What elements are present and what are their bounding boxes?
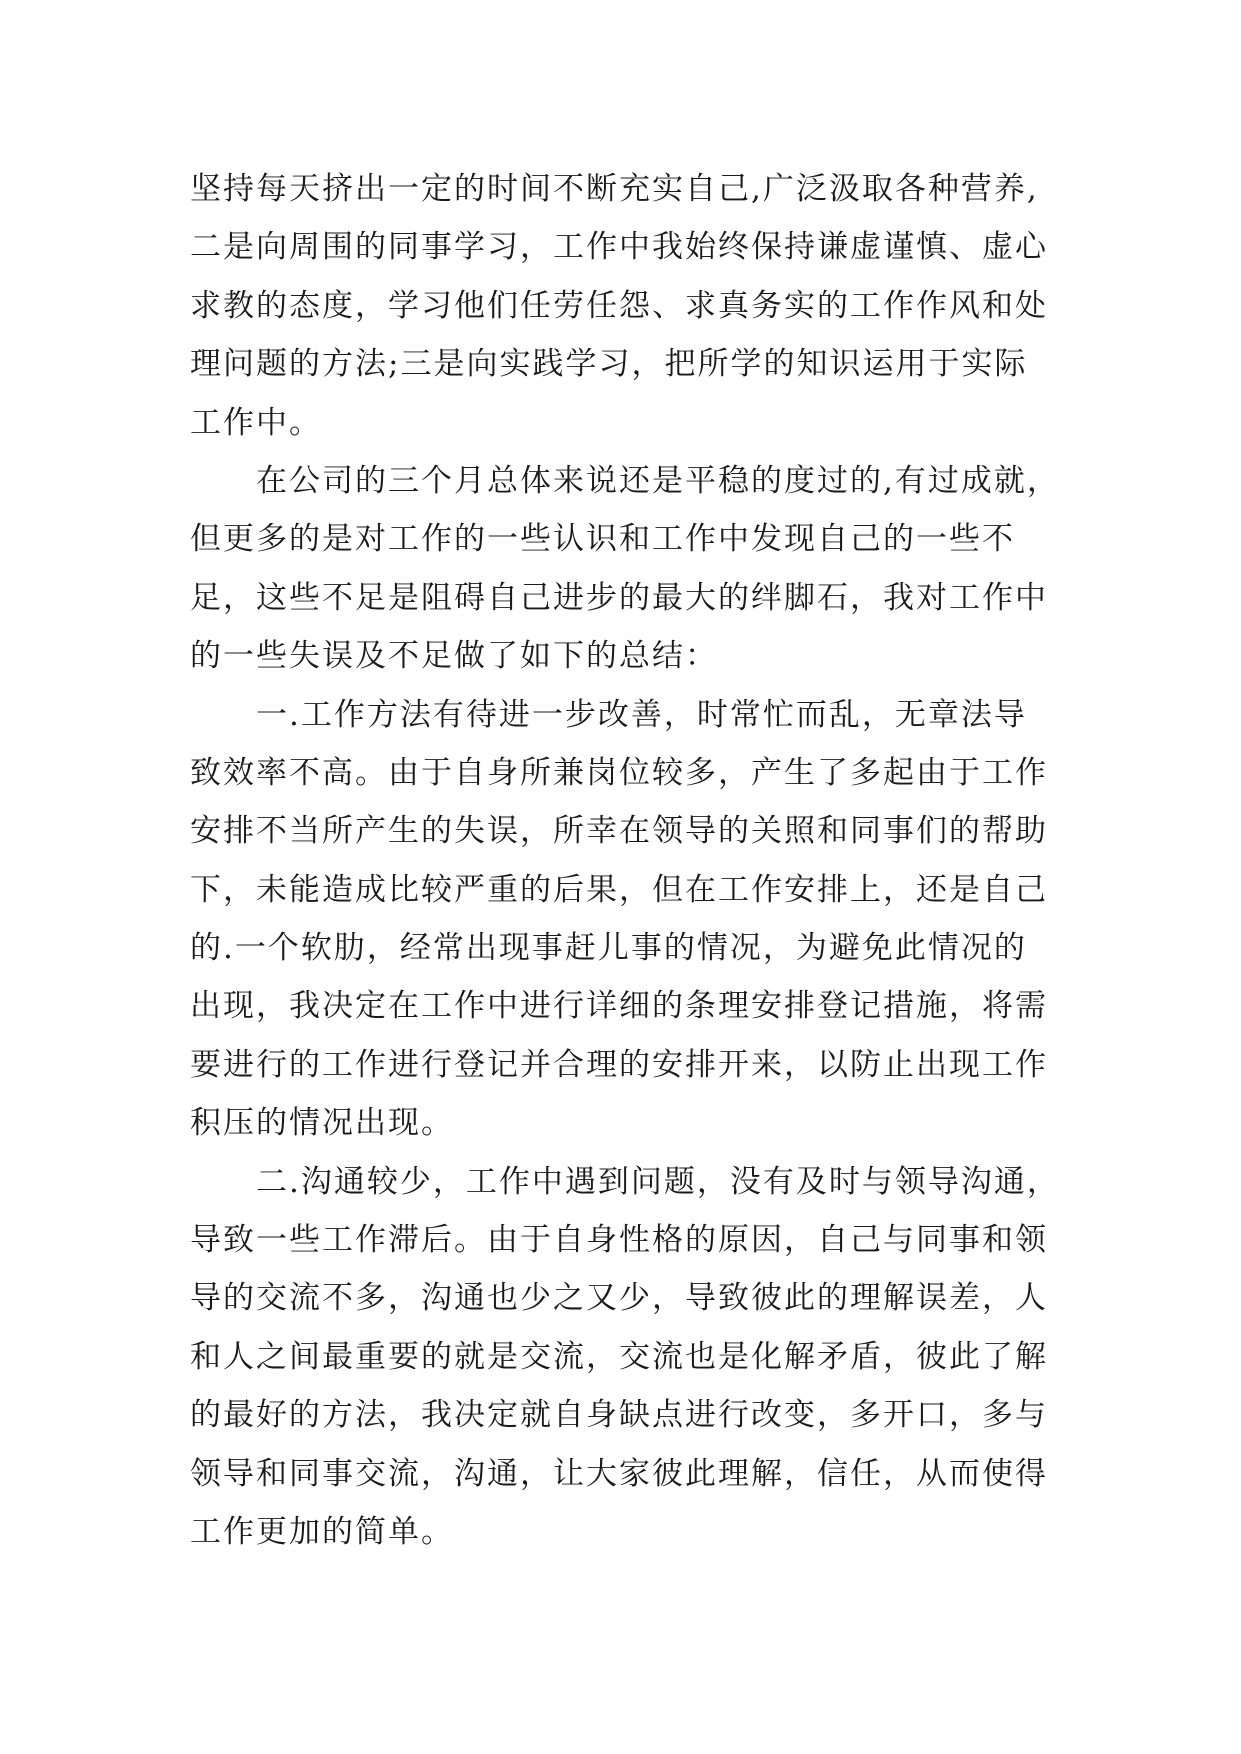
text-line: 的.一个软肋，经常出现事赶儿事的情况，为避免此情况的 xyxy=(190,930,1027,967)
text-line: 理问题的方法;三是向实践学习，把所学的知识运用于实际 xyxy=(190,346,1028,383)
paragraph-3 xyxy=(190,686,1070,1153)
text-line: 求教的态度，学习他们任劳任怨、求真务实的工作作风和处 xyxy=(190,287,1048,324)
text-line: 导的交流不多，沟通也少之又少，导致彼此的理解误差，人 xyxy=(190,1280,1048,1317)
text-line: 要进行的工作进行登记并合理的安排开来，以防止出现工作 xyxy=(190,1046,1048,1083)
text-line: 坚持每天挤出一定的时间不断充实自己,广泛汲取各种营养, xyxy=(190,171,1039,207)
text-line: 的最好的方法，我决定就自身缺点进行改变，多开口，多与 xyxy=(190,1397,1048,1434)
text-line: 但更多的是对工作的一些认识和工作中发现自己的一些不 xyxy=(190,521,1015,558)
text-line: 在公司的三个月总体来说还是平稳的度过的,有过成就， xyxy=(256,462,1060,499)
text-line: 安排不当所产生的失误，所幸在领导的关照和同事们的帮助 xyxy=(190,813,1048,850)
text-line: 致效率不高。由于自身所兼岗位较多，产生了多起由于工作 xyxy=(190,754,1048,791)
paragraph-1 xyxy=(190,160,1070,452)
text-line: 的一些失误及不足做了如下的总结： xyxy=(190,638,718,675)
text-line: 和人之间最重要的就是交流，交流也是化解矛盾，彼此了解 xyxy=(190,1338,1048,1375)
text-line: 导致一些工作滞后。由于自身性格的原因，自己与同事和领 xyxy=(190,1222,1048,1259)
text-line: 一.工作方法有待进一步改善，时常忙而乱，无章法导 xyxy=(256,696,1027,733)
document-body xyxy=(190,160,1070,1561)
text-line: 积压的情况出现。 xyxy=(190,1105,454,1142)
text-line: 工作更加的简单。 xyxy=(190,1513,454,1550)
paragraph-4 xyxy=(190,1153,1070,1562)
text-line: 出现，我决定在工作中进行详细的条理安排登记措施，将需 xyxy=(190,988,1048,1025)
paragraph-2 xyxy=(190,452,1070,686)
text-line: 领导和同事交流，沟通，让大家彼此理解，信任，从而使得 xyxy=(190,1455,1048,1492)
text-line: 二.沟通较少，工作中遇到问题，没有及时与领导沟通， xyxy=(256,1163,1060,1200)
text-line: 足，这些不足是阻碍自己进步的最大的绊脚石，我对工作中 xyxy=(190,579,1048,616)
text-line: 二是向周围的同事学习，工作中我始终保持谦虚谨慎、虚心 xyxy=(190,229,1048,266)
text-line: 下，未能造成比较严重的后果，但在工作安排上，还是自己 xyxy=(190,871,1048,908)
text-line: 工作中。 xyxy=(190,404,322,441)
